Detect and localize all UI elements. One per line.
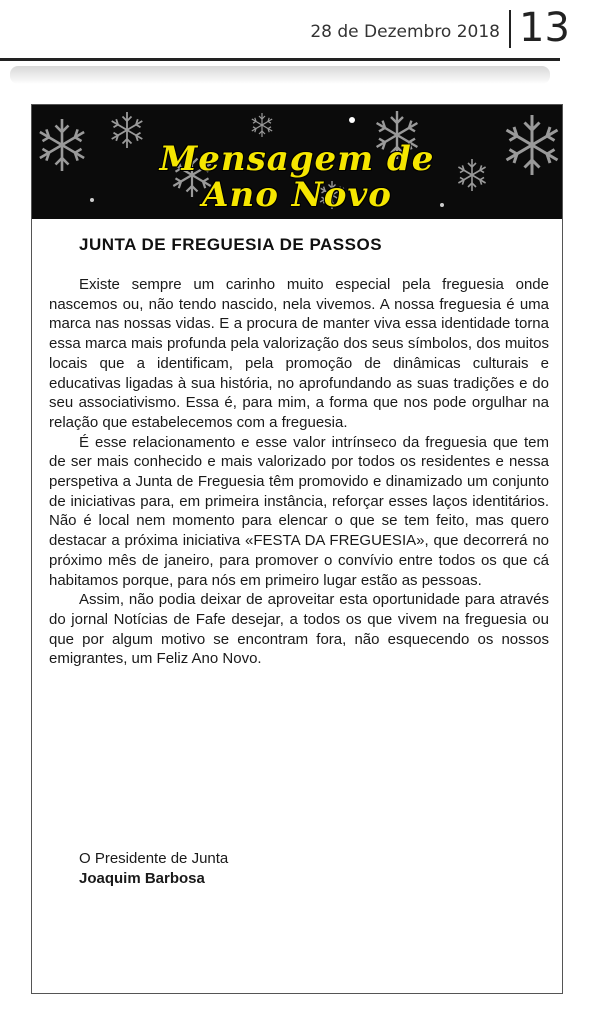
issue-date: 28 de Dezembro 2018 — [310, 22, 500, 42]
page-number: 13 — [519, 5, 570, 51]
paragraph: Existe sempre um carinho muito especial pela freguesia onde nascemos ou, não tendo nascido, nela vivemos. A nossa freguesia é uma marca nas nossas vidas. E a procura de manter viva essa identidade torna essa marca mais profunda pela valorização dos seus símbolos, dos muitos locais que a identificam, pela promoção de dinâmicas culturais e educativas ligadas à sua história, no aprofundando as suas tradições e do seu associativismo. Essa é, para mim, a forma que nos pode orgulhar na relação que estabelecemos com a freguesia. — [49, 276, 549, 431]
banner-title-line1: Mensagem de — [159, 139, 435, 179]
article-box — [31, 104, 563, 994]
header-rule — [0, 58, 560, 61]
banner — [32, 105, 562, 219]
article-body — [49, 275, 549, 669]
banner-title-line2: Ano Novo — [202, 175, 392, 215]
page-header — [0, 0, 604, 60]
signature-name: Joaquim Barbosa — [79, 870, 205, 887]
article-headline: JUNTA DE FREGUESIA DE PASSOS — [79, 235, 383, 254]
header-shadow — [10, 66, 550, 84]
page-divider — [509, 10, 511, 48]
signature — [79, 849, 228, 889]
paragraph: É esse relacionamento e esse valor intrínseco da freguesia que tem de ser mais conhecido e mais valorizado por todos os residentes e nessa perspetiva a Junta de Freguesia têm promovido e dinamizado um conjunto de iniciativas para, em primeira instância, reforçar esses laços identitários. Não é local nem momento para elencar o que se tem feito, mas quero destacar a próxima iniciativa «FESTA DA FREGUESIA», que decorrerá no próximo mês de janeiro, para promover o convívio entre todos os que cá habitamos porque, para nós em primeiro lugar estão as pessoas. — [49, 433, 549, 589]
signature-role: O Presidente de Junta — [79, 850, 229, 867]
paragraph: Assim, não podia deixar de aproveitar esta oportunidade para através do jornal Notícias de Fafe desejar, a todos os que vivem na freguesia ou que por algum motivo se encontram fora, não esquecendo os nossos emigrantes, um Feliz Ano Novo. — [49, 591, 549, 668]
